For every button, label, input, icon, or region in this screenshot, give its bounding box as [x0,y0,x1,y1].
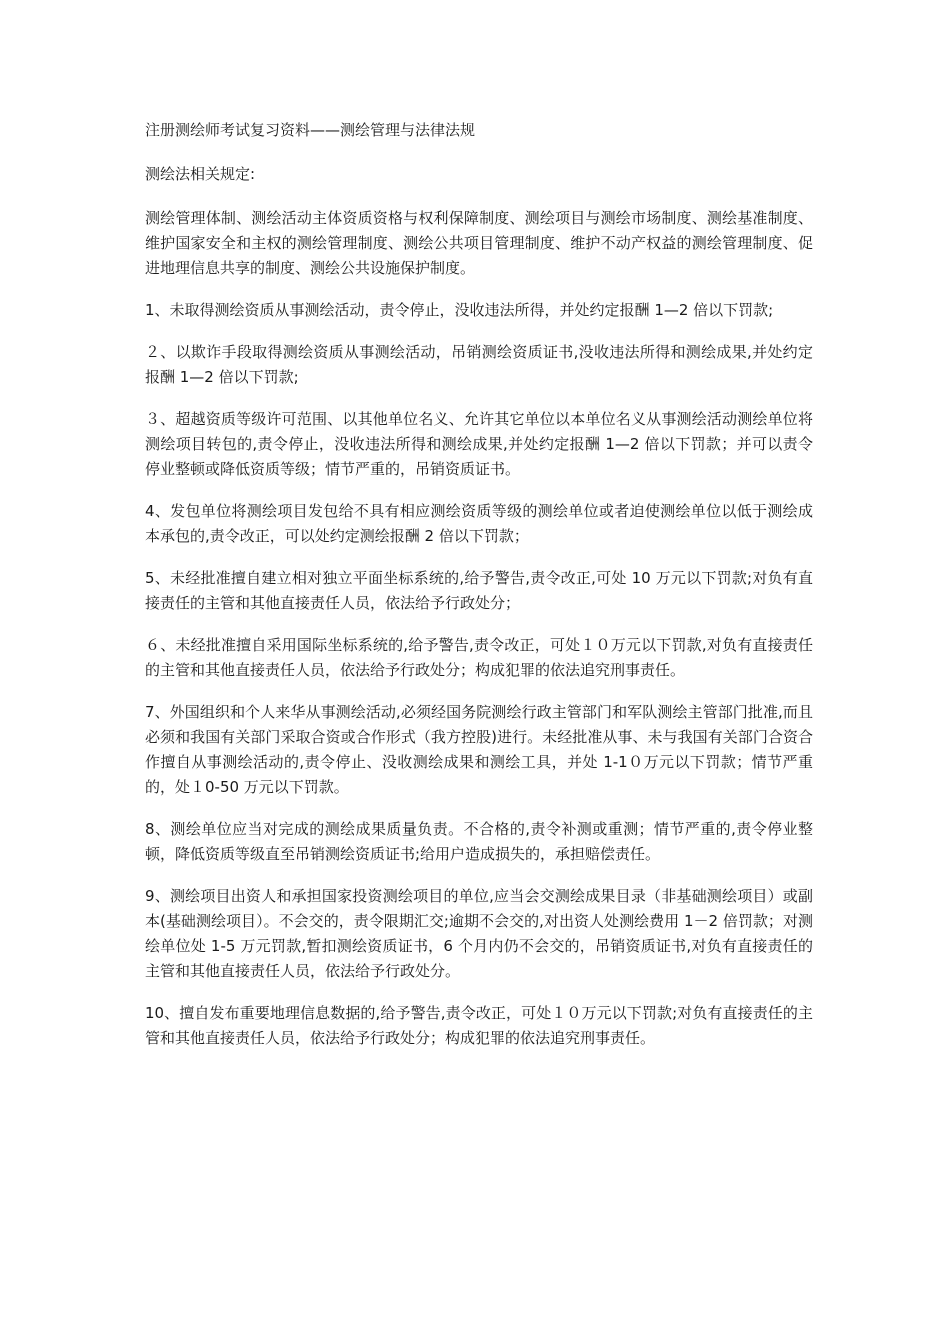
rule-item-8: 8、测绘单位应当对完成的测绘成果质量负责。不合格的,责令补测或重测；情节严重的,责令停业整顿，降低资质等级直至吊销测绘资质证书;给用户造成损失的，承担赔偿责任。 [145,820,813,863]
intro-paragraph: 测绘管理体制、测绘活动主体资质资格与权利保障制度、测绘项目与测绘市场制度、测绘基准制度、维护国家安全和主权的测绘管理制度、测绘公共项目管理制度、维护不动产权益的测绘管理制度、促进地理信息共享的制度、测绘公共设施保护制度。 [145,209,813,277]
rule-item-3: ３、超越资质等级许可范围、以其他单位名义、允许其它单位以本单位名义从事测绘活动测绘单位将测绘项目转包的,责令停止，没收违法所得和测绘成果,并处约定报酬 1—2 倍以下罚款；并可以责令停业整顿或降低资质等级；情节严重的，吊销资质证书。 [145,410,813,478]
document-title: 注册测绘师考试复习资料——测绘管理与法律法规 [145,121,476,139]
document-page [145,118,813,1068]
section-heading: 测绘法相关规定: [145,165,256,183]
rule-item-10: 10、擅自发布重要地理信息数据的,给予警告,责令改正，可处１０万元以下罚款;对负有直接责任的主管和其他直接责任人员，依法给予行政处分；构成犯罪的依法追究刑事责任。 [145,1004,813,1047]
rule-item-2: ２、以欺诈手段取得测绘资质从事测绘活动，吊销测绘资质证书,没收违法所得和测绘成果,并处约定报酬 1—2 倍以下罚款; [145,343,813,386]
rule-item-4: 4、发包单位将测绘项目发包给不具有相应测绘资质等级的测绘单位或者迫使测绘单位以低于测绘成本承包的,责令改正，可以处约定测绘报酬 2 倍以下罚款； [145,502,813,545]
rule-item-9: 9、测绘项目出资人和承担国家投资测绘项目的单位,应当会交测绘成果目录（非基础测绘项目）或副本(基础测绘项目）。不会交的，责令限期汇交;逾期不会交的,对出资人处测绘费用 1－2 倍罚款；对测绘单位处 1-5 万元罚款,暂扣测绘资质证书，6 个月内仍不会交的，吊销资质证书,对负有直接责任的主管和其他直接责任人员，依法给予行政处分。 [145,887,813,980]
rule-item-7: 7、外国组织和个人来华从事测绘活动,必须经国务院测绘行政主管部门和军队测绘主管部门批准,而且必须和我国有关部门采取合资或合作形式（我方控股)进行。未经批准从事、未与我国有关部门合资合作擅自从事测绘活动的,责令停止、没收测绘成果和测绘工具，并处 1-1０万元以下罚款；情节严重的，处１0-50 万元以下罚款。 [145,703,813,796]
rule-item-5: 5、未经批准擅自建立相对独立平面坐标系统的,给予警告,责令改正,可处 10 万元以下罚款;对负有直接责任的主管和其他直接责任人员，依法给予行政处分； [145,569,813,612]
rule-item-6: ６、未经批准擅自采用国际坐标系统的,给予警告,责令改正，可处１０万元以下罚款,对负有直接责任的主管和其他直接责任人员，依法给予行政处分；构成犯罪的依法追究刑事责任。 [145,636,813,679]
rule-item-1: 1、未取得测绘资质从事测绘活动，责令停止，没收违法所得，并处约定报酬 1—2 倍以下罚款; [145,301,774,319]
